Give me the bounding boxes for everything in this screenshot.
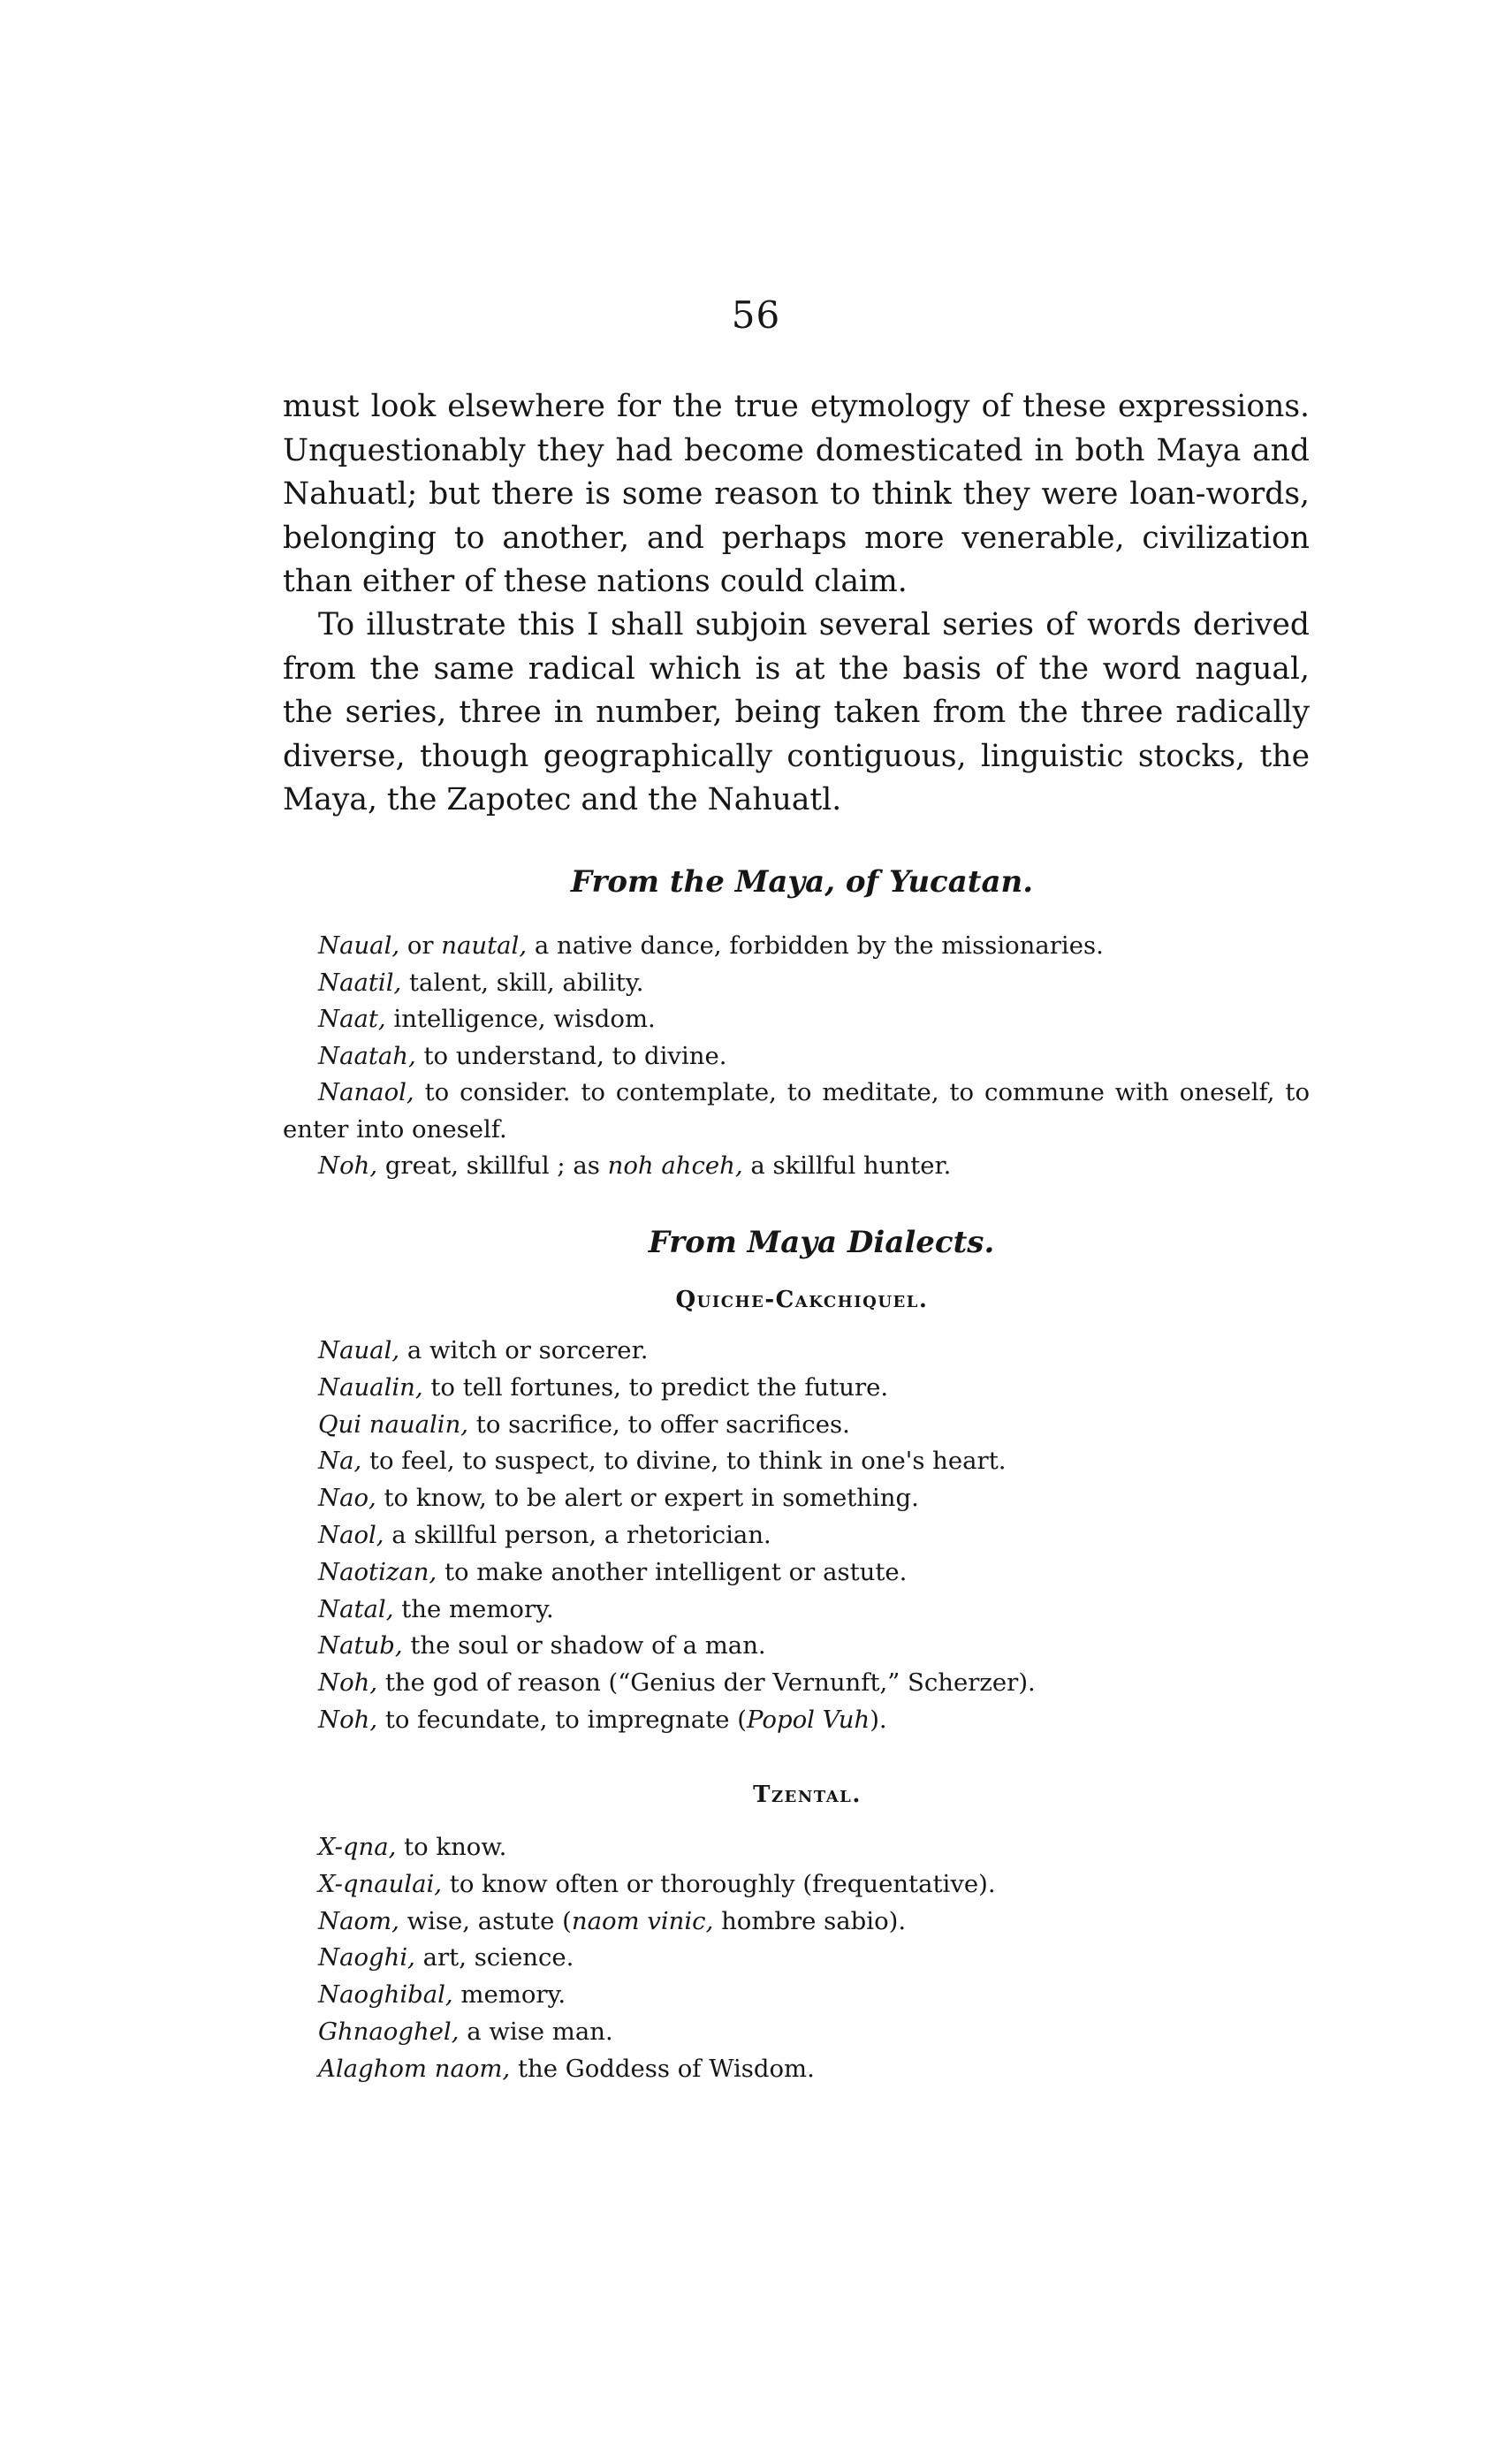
entry-definition: intelligence, wisdom. bbox=[385, 1005, 656, 1033]
glossary-entry bbox=[283, 2014, 1310, 2051]
glossary-entry bbox=[283, 1370, 1310, 1407]
glossary-entry bbox=[283, 1480, 1310, 1517]
entry-definition: a native dance, forbidden by the missionaries. bbox=[527, 931, 1104, 960]
entry-definition: memory. bbox=[452, 1980, 566, 2010]
entry-term: Nao, bbox=[318, 1484, 376, 1513]
entry-term: Naat, bbox=[318, 1005, 386, 1033]
glossary-entry bbox=[283, 1038, 1310, 1075]
subheading-tzental: Tzental. bbox=[753, 1782, 862, 1808]
entry-term: Naom, bbox=[318, 1906, 399, 1935]
entry-definition: to know, to be alert or expert in something. bbox=[376, 1484, 919, 1513]
entry-term: naom vinic, bbox=[571, 1906, 714, 1935]
entry-definition: a wise man. bbox=[459, 2017, 613, 2046]
glossary-entry bbox=[283, 1148, 1310, 1185]
entry-definition: great, skillful ; as bbox=[377, 1151, 608, 1180]
entry-term: Naual, bbox=[318, 1336, 400, 1364]
entry-definition: ). bbox=[870, 1705, 887, 1734]
glossary-entry bbox=[283, 1940, 1310, 1977]
entry-term: Naual, bbox=[318, 931, 400, 960]
entry-term: Noh, bbox=[318, 1668, 378, 1698]
entry-term: X-qna, bbox=[318, 1833, 397, 1861]
tzental-entry-list bbox=[283, 1829, 1310, 2088]
glossary-entry bbox=[283, 1592, 1310, 1629]
entry-term: Popol Vuh bbox=[747, 1705, 870, 1734]
entry-term: X-qnaulai, bbox=[318, 1869, 443, 1898]
entry-term: Natal, bbox=[318, 1594, 394, 1623]
glossary-entry bbox=[283, 1702, 1310, 1739]
glossary-entry bbox=[283, 1665, 1310, 1702]
glossary-entry bbox=[283, 1829, 1310, 1866]
glossary-entry bbox=[283, 1628, 1310, 1665]
entry-term: Alaghom naom, bbox=[318, 2054, 511, 2083]
entry-term: Na, bbox=[318, 1447, 362, 1476]
entry-definition: art, science. bbox=[414, 1943, 574, 1972]
entry-definition: the memory. bbox=[393, 1594, 554, 1623]
entry-definition: to sacrifice, to offer sacrifices. bbox=[468, 1410, 850, 1439]
entry-term: Nanaol, bbox=[318, 1078, 414, 1106]
section-heading-maya: From the Maya, of Yucatan. bbox=[570, 864, 1034, 900]
entry-term: Natub, bbox=[318, 1631, 403, 1660]
entry-term: Naoghi, bbox=[318, 1943, 415, 1972]
paragraph-2: To illustrate this I shall subjoin several series of words derived from the same radical which is at the basis of the word nagual, the series, three in number, being taken from the three radically diverse, though geographically contiguous, linguistic stocks, the Maya, the Zapotec and the Nahuatl. bbox=[283, 607, 1310, 817]
entry-term: Noh, bbox=[318, 1705, 378, 1734]
glossary-entry bbox=[283, 1554, 1310, 1592]
glossary-entry bbox=[283, 1977, 1310, 2014]
entry-definition: a skillful hunter. bbox=[742, 1151, 952, 1180]
glossary-entry bbox=[283, 1443, 1310, 1480]
section-heading-maya-dialects: From Maya Dialects. bbox=[648, 1225, 995, 1260]
entry-term: Naoghibal, bbox=[318, 1980, 453, 2010]
entry-term: Qui naualin, bbox=[318, 1410, 469, 1439]
quiche-entry-list bbox=[283, 1333, 1310, 1739]
glossary-entry bbox=[283, 1517, 1310, 1554]
page-number: 56 bbox=[731, 293, 781, 337]
paragraph-1: must look elsewhere for the true etymology of these expressions. Unquestionably they had become domesticated in both Maya and Nahuatl; but there is some reason to think they were loan-words, belonging to another, and perhaps more venerable, civilization than either of these nations could claim. bbox=[283, 389, 1310, 599]
entry-term: Naatah, bbox=[318, 1041, 416, 1070]
entry-term: Naualin, bbox=[318, 1372, 423, 1402]
entry-term: Noh, bbox=[318, 1151, 378, 1180]
entry-definition: to know. bbox=[396, 1833, 507, 1861]
glossary-entry bbox=[283, 1001, 1310, 1038]
entry-term: Naotizan, bbox=[318, 1557, 437, 1586]
glossary-entry bbox=[283, 1407, 1310, 1444]
entry-definition: to know often or thoroughly (frequentative). bbox=[442, 1869, 996, 1898]
glossary-entry bbox=[283, 965, 1310, 1002]
entry-definition: talent, skill, ability. bbox=[401, 968, 644, 997]
entry-definition: to consider. to contemplate, to meditate, to commune with oneself, to enter into oneself. bbox=[283, 1078, 1310, 1144]
entry-definition: to fecundate, to impregnate ( bbox=[377, 1705, 748, 1734]
entry-definition: a skillful person, a rhetorician. bbox=[384, 1520, 771, 1549]
entry-definition: or bbox=[399, 931, 442, 960]
entry-term: Naol, bbox=[318, 1520, 384, 1549]
entry-term: noh ahceh, bbox=[607, 1151, 743, 1180]
glossary-entry bbox=[283, 928, 1310, 965]
entry-term: Naatil, bbox=[318, 968, 402, 997]
entry-definition: to tell fortunes, to predict the future. bbox=[422, 1372, 889, 1402]
entry-definition: wise, astute ( bbox=[399, 1906, 572, 1935]
entry-definition: to make another intelligent or astute. bbox=[437, 1557, 908, 1586]
glossary-entry bbox=[283, 1903, 1310, 1941]
entry-definition: to understand, to divine. bbox=[415, 1041, 727, 1070]
entry-definition: hombre sabio). bbox=[713, 1906, 907, 1935]
subheading-quiche-cakchiquel: Quiche-Cakchiquel. bbox=[675, 1287, 929, 1313]
entry-definition: a witch or sorcerer. bbox=[399, 1336, 649, 1364]
glossary-entry bbox=[283, 1866, 1310, 1903]
glossary-entry bbox=[283, 1075, 1310, 1148]
glossary-entry bbox=[283, 2051, 1310, 2088]
entry-definition: the soul or shadow of a man. bbox=[402, 1631, 766, 1660]
maya-entry-list bbox=[283, 928, 1310, 1185]
glossary-entry bbox=[283, 1333, 1310, 1370]
entry-definition: the god of reason (“Genius der Vernunft,” Scherzer). bbox=[377, 1668, 1036, 1698]
entry-definition: the Goddess of Wisdom. bbox=[510, 2054, 815, 2083]
entry-term: Ghnaoghel, bbox=[318, 2017, 460, 2046]
entry-term: nautal, bbox=[441, 931, 528, 960]
entry-definition: to feel, to suspect, to divine, to think in one's heart. bbox=[361, 1447, 1007, 1476]
